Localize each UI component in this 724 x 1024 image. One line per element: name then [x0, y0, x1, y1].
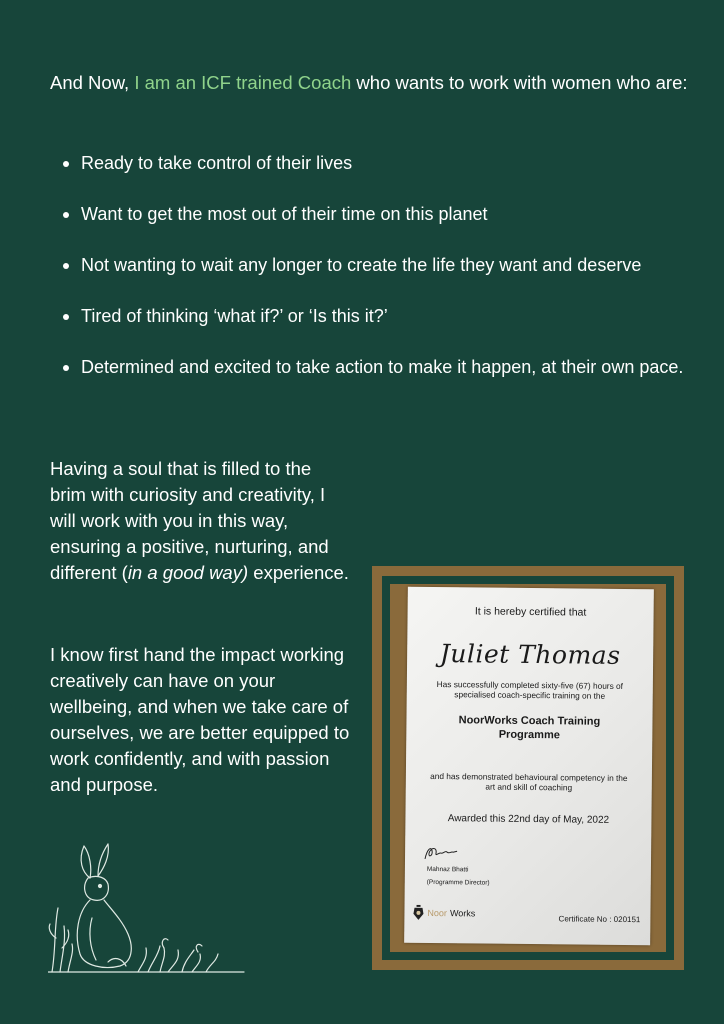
- rabbit-illustration-icon: [48, 838, 248, 978]
- lantern-icon: [412, 905, 424, 921]
- certificate-awarded-date: Awarded this 22nd day of May, 2022: [447, 813, 610, 826]
- intro-text: [50, 70, 690, 96]
- list-item: Ready to take control of their lives: [50, 150, 690, 176]
- certificate-recipient-name: Juliet Thomas: [439, 639, 621, 670]
- intro-prefix: And Now,: [50, 72, 135, 93]
- intro-highlight: I am an ICF trained Coach: [134, 72, 352, 93]
- creativity-paragraph: [50, 456, 350, 586]
- director-title: (Programme Director): [426, 878, 490, 887]
- certificate-hours-text: Has successfully completed sixty-five (67) hours of specialised coach-specific training on the: [436, 679, 624, 701]
- director-name: Mahnaz Bhatti: [426, 865, 469, 874]
- logo-noor-text: Noor: [427, 907, 448, 919]
- signature-icon: [423, 843, 459, 863]
- list-item: Determined and excited to take action to make it happen, at their own pace.: [50, 354, 690, 380]
- certificate-intro: It is hereby certified that: [474, 605, 587, 619]
- intro-suffix: who wants to work with women who are:: [351, 72, 688, 93]
- certificate-course-name: NoorWorks Coach Training Programme: [458, 714, 601, 742]
- list-item: Want to get the most out of their time on this planet: [50, 201, 690, 227]
- para1-after: experience.: [248, 562, 349, 583]
- list-item: Not wanting to wait any longer to create the life they want and deserve: [50, 252, 690, 278]
- certificate-number: Certificate No : 020151: [558, 914, 641, 925]
- certificate: [404, 587, 654, 946]
- noorworks-logo: [412, 905, 475, 922]
- certificate-competency-text: and has demonstrated behavioural competency in the art and skill of coaching: [430, 770, 628, 793]
- para1-before: Having a soul that is filled to the brim with curiosity and creativity, I will work with you in this way, ensuring a positive, nurturing, and different (: [50, 458, 329, 583]
- para1-italic: in a good way): [127, 562, 249, 583]
- certificate-director: [427, 863, 490, 890]
- list-item: Tired of thinking ‘what if?’ or ‘Is this it?’: [50, 303, 690, 329]
- criteria-list: [50, 150, 690, 405]
- logo-works-text: Works: [449, 908, 476, 919]
- wellbeing-paragraph: I know first hand the impact working creatively can have on your wellbeing, and when we take care of ourselves, we are better equipped to work confidently, and with passion and purpose.: [50, 644, 350, 795]
